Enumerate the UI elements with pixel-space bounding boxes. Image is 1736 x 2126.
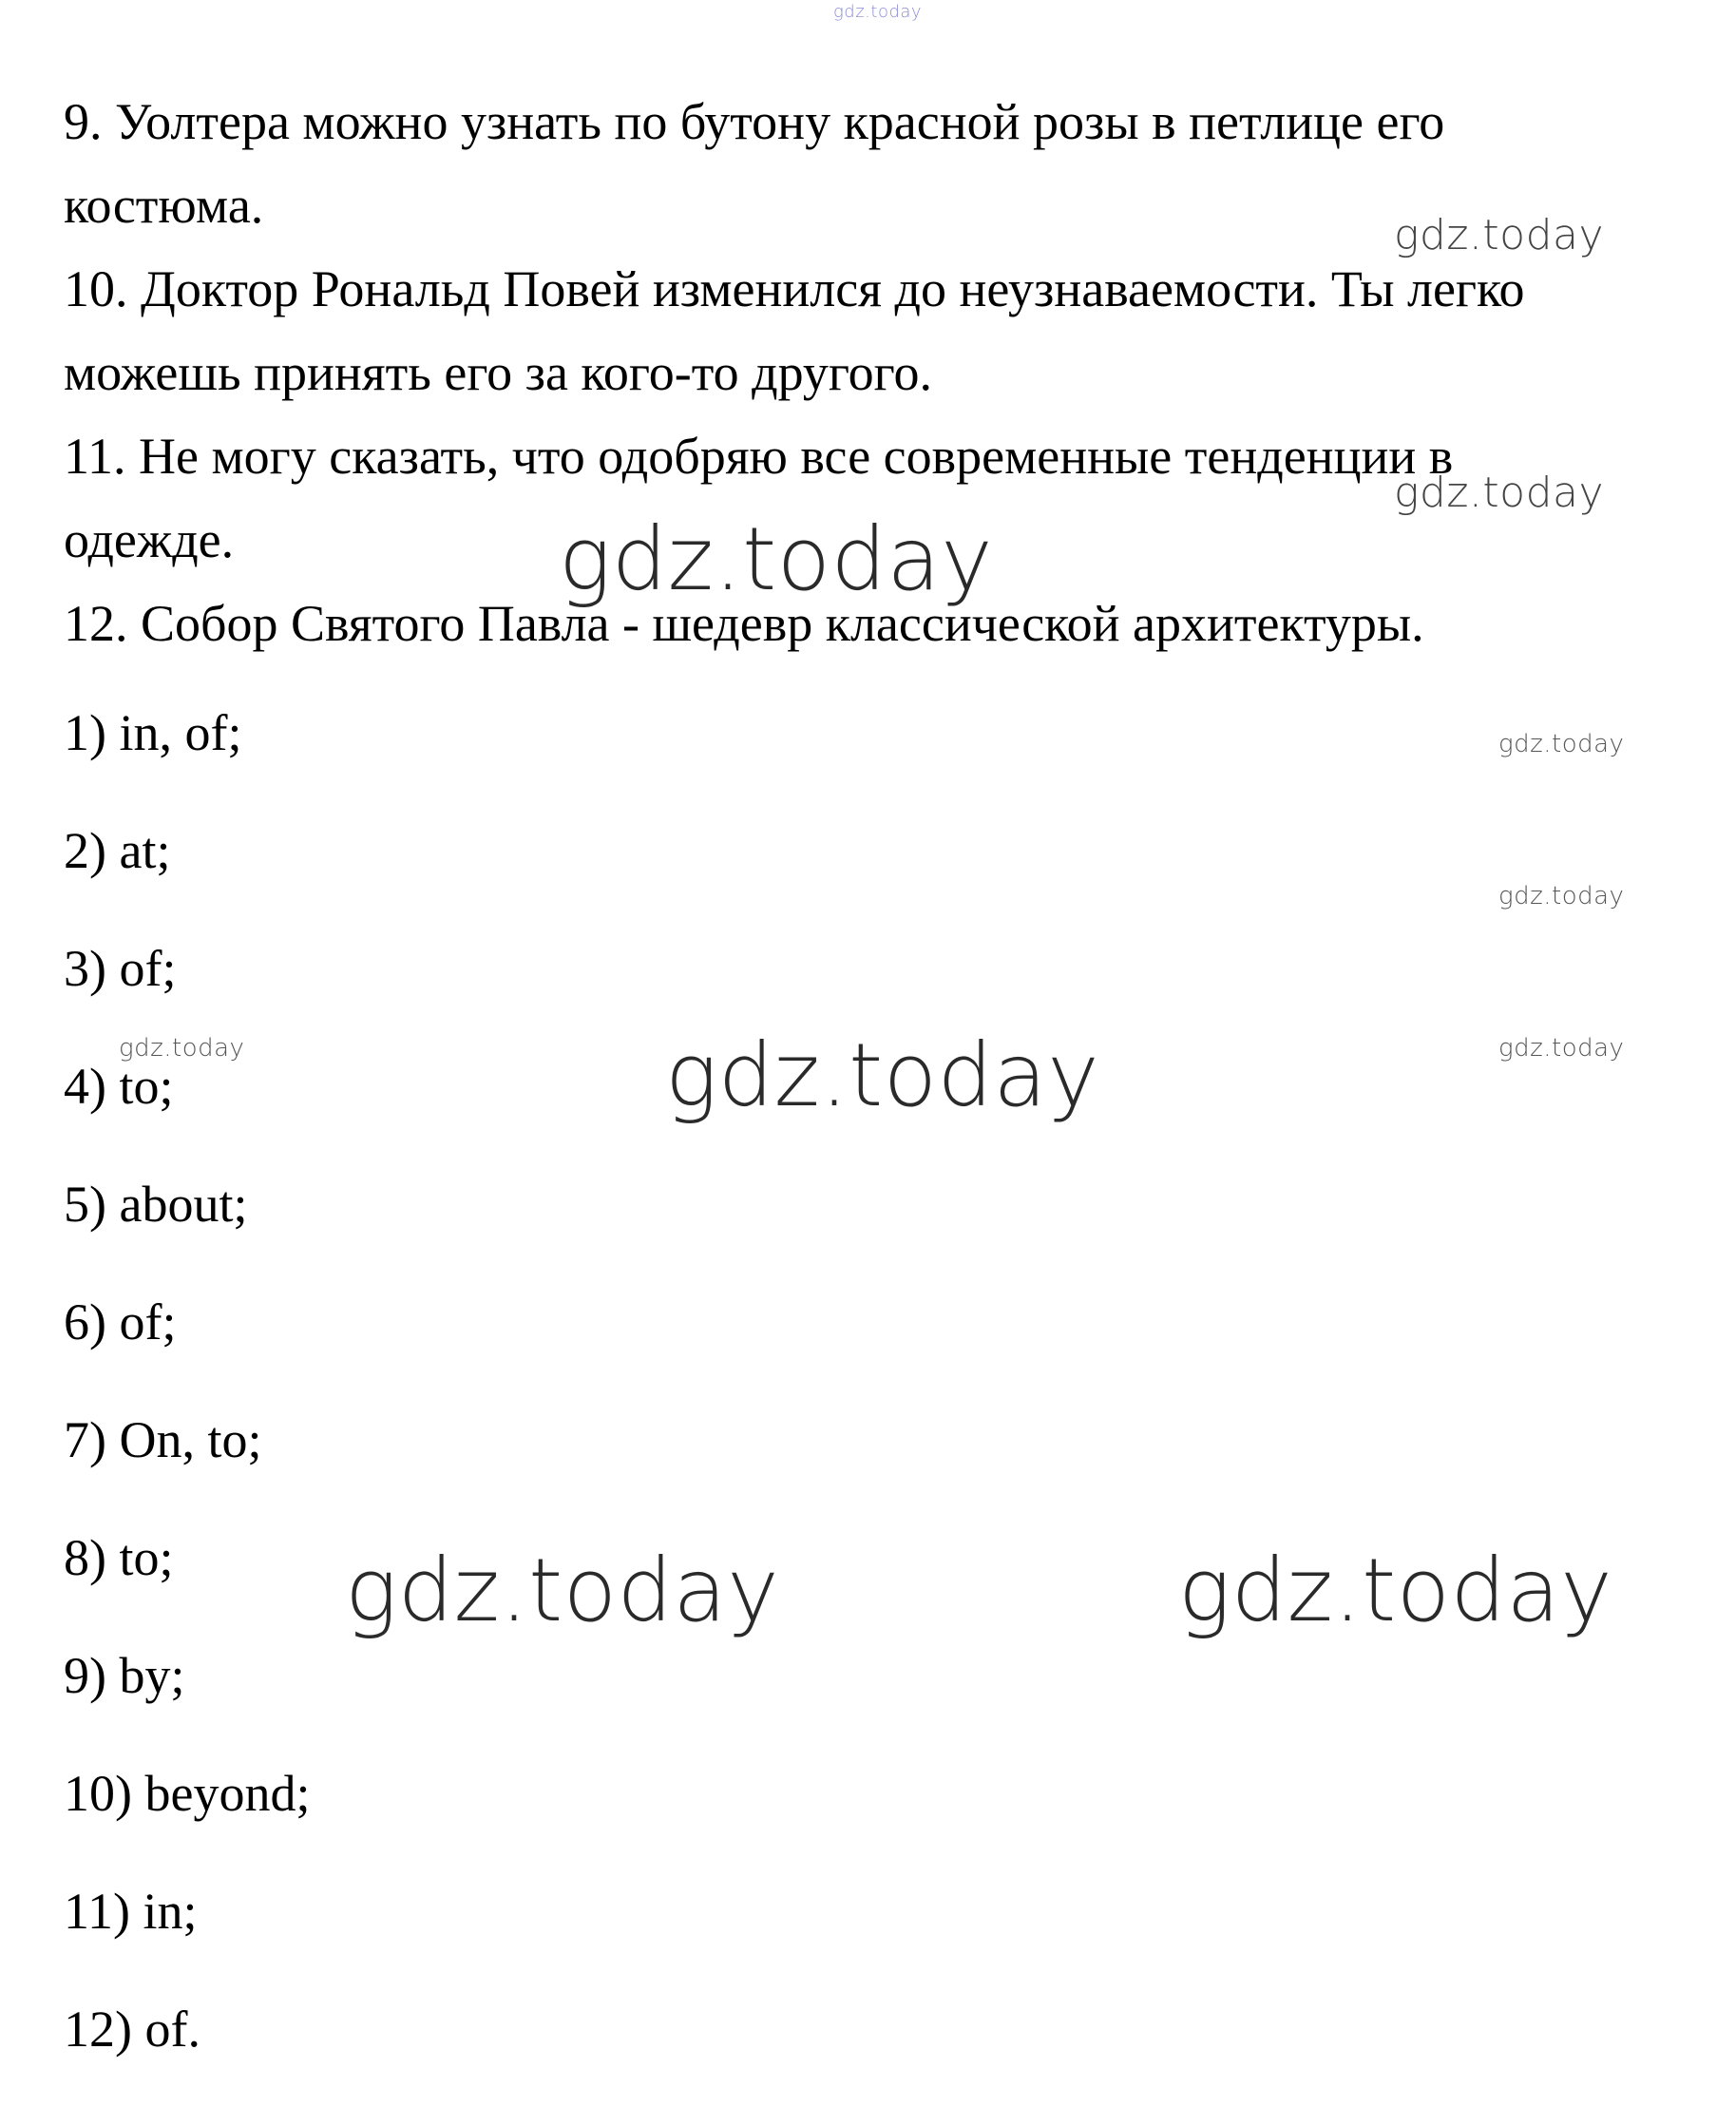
watermark: gdz.today: [1394, 469, 1605, 517]
watermark: gdz.today: [1178, 1540, 1613, 1641]
answer-item: 8) to;: [64, 1529, 174, 1586]
watermark: gdz.today: [1498, 882, 1625, 910]
answer-item: 5) about;: [64, 1176, 248, 1233]
answer-item: 3) of;: [64, 940, 177, 997]
watermark: gdz.today: [1498, 1034, 1625, 1063]
sentence-line: 11. Не могу сказать, что одобряю все современные тенденции в: [64, 428, 1454, 485]
sentence-line: 10. Доктор Рональд Повей изменился до неузнаваемости. Ты легко: [64, 260, 1525, 317]
watermark: gdz.today: [1394, 211, 1605, 259]
answer-item: 12) of.: [64, 2001, 200, 2058]
answer-item: 6) of;: [64, 1293, 177, 1350]
sentence-line: 12. Собор Святого Павла - шедевр классической архитектуры.: [64, 595, 1424, 652]
answer-item: 2) at;: [64, 822, 171, 879]
watermark: gdz.today: [345, 1540, 780, 1641]
answer-item: 11) in;: [64, 1883, 198, 1940]
watermark: gdz.today: [665, 1025, 1100, 1126]
answer-list: [64, 699, 310, 2113]
sentence-line: костюма.: [64, 177, 264, 234]
answer-item: 7) On, to;: [64, 1411, 262, 1468]
sentence-line: одежде.: [64, 511, 235, 568]
answer-item: 4) to;: [64, 1058, 174, 1115]
sentence-line: 9. Уолтера можно узнать по бутону красной розы в петлице его: [64, 93, 1445, 150]
answer-item: 10) beyond;: [64, 1765, 311, 1822]
sentence-line: можешь принять его за кого-то другого.: [64, 344, 932, 401]
answer-item: 1) in, of;: [64, 704, 242, 761]
watermark-top: gdz.today: [833, 2, 923, 22]
answer-item: 9) by;: [64, 1647, 185, 1704]
watermark: gdz.today: [1498, 730, 1625, 758]
watermark: gdz.today: [119, 1034, 245, 1063]
watermark: gdz.today: [559, 508, 994, 610]
